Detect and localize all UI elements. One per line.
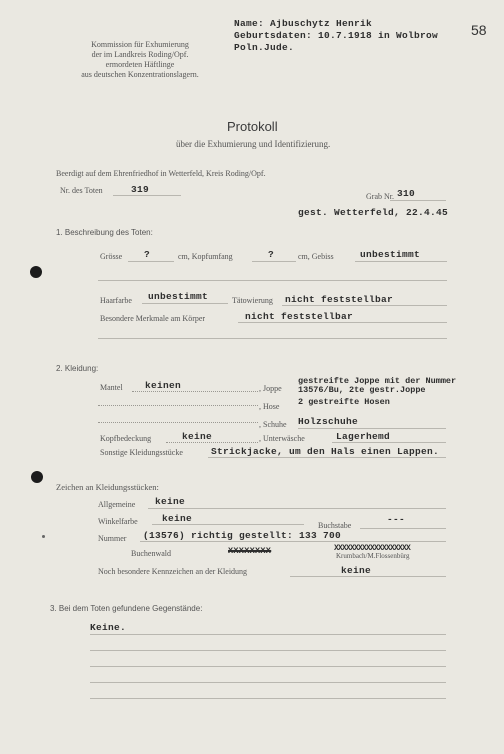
headwear-value: keine [182, 431, 213, 442]
cm-teeth-label: cm, Gebiss [298, 252, 334, 261]
size-value: ? [144, 249, 151, 260]
krumbach-crossed-out: XXXXXXXXXXXXXXXXXXX [334, 544, 411, 553]
commission-line-1: Kommission für Exhumierung [91, 40, 189, 49]
general-label: Allgemeine [98, 500, 136, 509]
headwear-label: Kopfbedeckung [100, 434, 152, 443]
number-value: (13576) richtig gestellt: 133 700 [143, 530, 342, 541]
tattoo-label: Tätowierung [232, 296, 273, 305]
person-block [234, 18, 438, 54]
found-items-value: Keine. [90, 622, 127, 633]
section-1-heading: 1. Beschreibung des Toten: [56, 228, 153, 237]
section-3-heading: 3. Bei dem Toten gefundene Gegenstände: [50, 604, 203, 613]
margin-mark [42, 535, 45, 538]
general-value: keine [155, 496, 186, 507]
person-origin: Poln.Jude. [234, 42, 295, 53]
burial-line: Beerdigt auf dem Ehrenfriedhof in Wetterfeld, Kreis Roding/Opf. [56, 169, 266, 178]
marks-label: Besondere Merkmale am Körper [100, 314, 206, 323]
hair-label: Haarfarbe [100, 296, 132, 305]
person-birth: Geburtsdaten: 10.7.1918 in Wolbrow [234, 30, 439, 41]
cm-head-label: cm, Kopfumfang [178, 252, 233, 261]
other-clothing-value: Strickjacke, um den Hals einen Lappen. [211, 446, 440, 457]
commission-block [56, 40, 224, 80]
commission-line-3: ermordeten Häftlinge [105, 60, 175, 69]
other-signs-value: keine [341, 565, 372, 576]
other-signs-label: Noch besondere Kennzeichen an der Kleidung [98, 567, 248, 576]
dead-no-value: 319 [131, 184, 150, 195]
buchenwald-crossed-out: XXXXXXXX [228, 546, 272, 556]
punch-hole-bottom [31, 471, 43, 483]
jacket-value [298, 377, 456, 395]
number-label: Nummer [98, 534, 127, 543]
death-line: gest. Wetterfeld, 22.4.45 [298, 207, 449, 218]
section-2-heading: 2. Kleidung: [56, 364, 99, 373]
commission-line-4: aus deutschen Konzentrationslagern. [81, 70, 199, 79]
jacket-label: , Joppe [259, 384, 282, 393]
commission-line-2: der im Landkreis Roding/Opf. [91, 50, 189, 59]
grave-no-value: 310 [397, 188, 416, 199]
coat-label: Mantel [100, 383, 123, 392]
shoes-label: , Schuhe [259, 420, 287, 429]
shoes-value: Holzschuhe [298, 416, 359, 427]
trousers-label: , Hose [259, 402, 280, 411]
page-title: Protokoll [227, 119, 278, 134]
signs-heading: Zeichen an Kleidungsstücken: [56, 482, 159, 492]
punch-hole-top [30, 266, 42, 278]
person-name: Name: Ajbuschytz Henrik [234, 18, 373, 29]
marks-value: nicht feststellbar [245, 311, 354, 322]
other-clothing-label: Sonstige Kleidungsstücke [100, 448, 183, 457]
krumbach-label: Krumbach/M.Flossenbürg [336, 552, 410, 560]
tattoo-value: nicht feststellbar [285, 294, 394, 305]
head-value: ? [268, 249, 275, 260]
hair-value: unbestimmt [148, 291, 209, 302]
trousers-value: 2 gestreifte Hosen [298, 397, 390, 407]
letter-label: Buchstabe [318, 521, 352, 530]
coat-value: keinen [145, 380, 182, 391]
angle-color-label: Winkelfarbe [98, 517, 138, 526]
page-subtitle: über die Exhumierung und Identifizierung. [176, 139, 331, 149]
buchenwald-label: Buchenwald [131, 549, 171, 558]
angle-color-value: keine [162, 513, 193, 524]
teeth-value: unbestimmt [360, 249, 421, 260]
jacket-line-1: gestreifte Joppe mit der Nummer [298, 376, 457, 386]
underwear-value: Lagerhemd [336, 431, 391, 442]
jacket-line-2: 13576/Bu, 2te gestr.Joppe [298, 385, 426, 395]
size-label: Grösse [100, 252, 123, 261]
underwear-label: , Unterwäsche [259, 434, 305, 443]
grave-no-label: Grab Nr. [366, 192, 394, 201]
dead-no-label: Nr. des Toten [60, 186, 103, 195]
page-number: 58 [471, 22, 487, 38]
letter-value: --- [387, 514, 406, 525]
